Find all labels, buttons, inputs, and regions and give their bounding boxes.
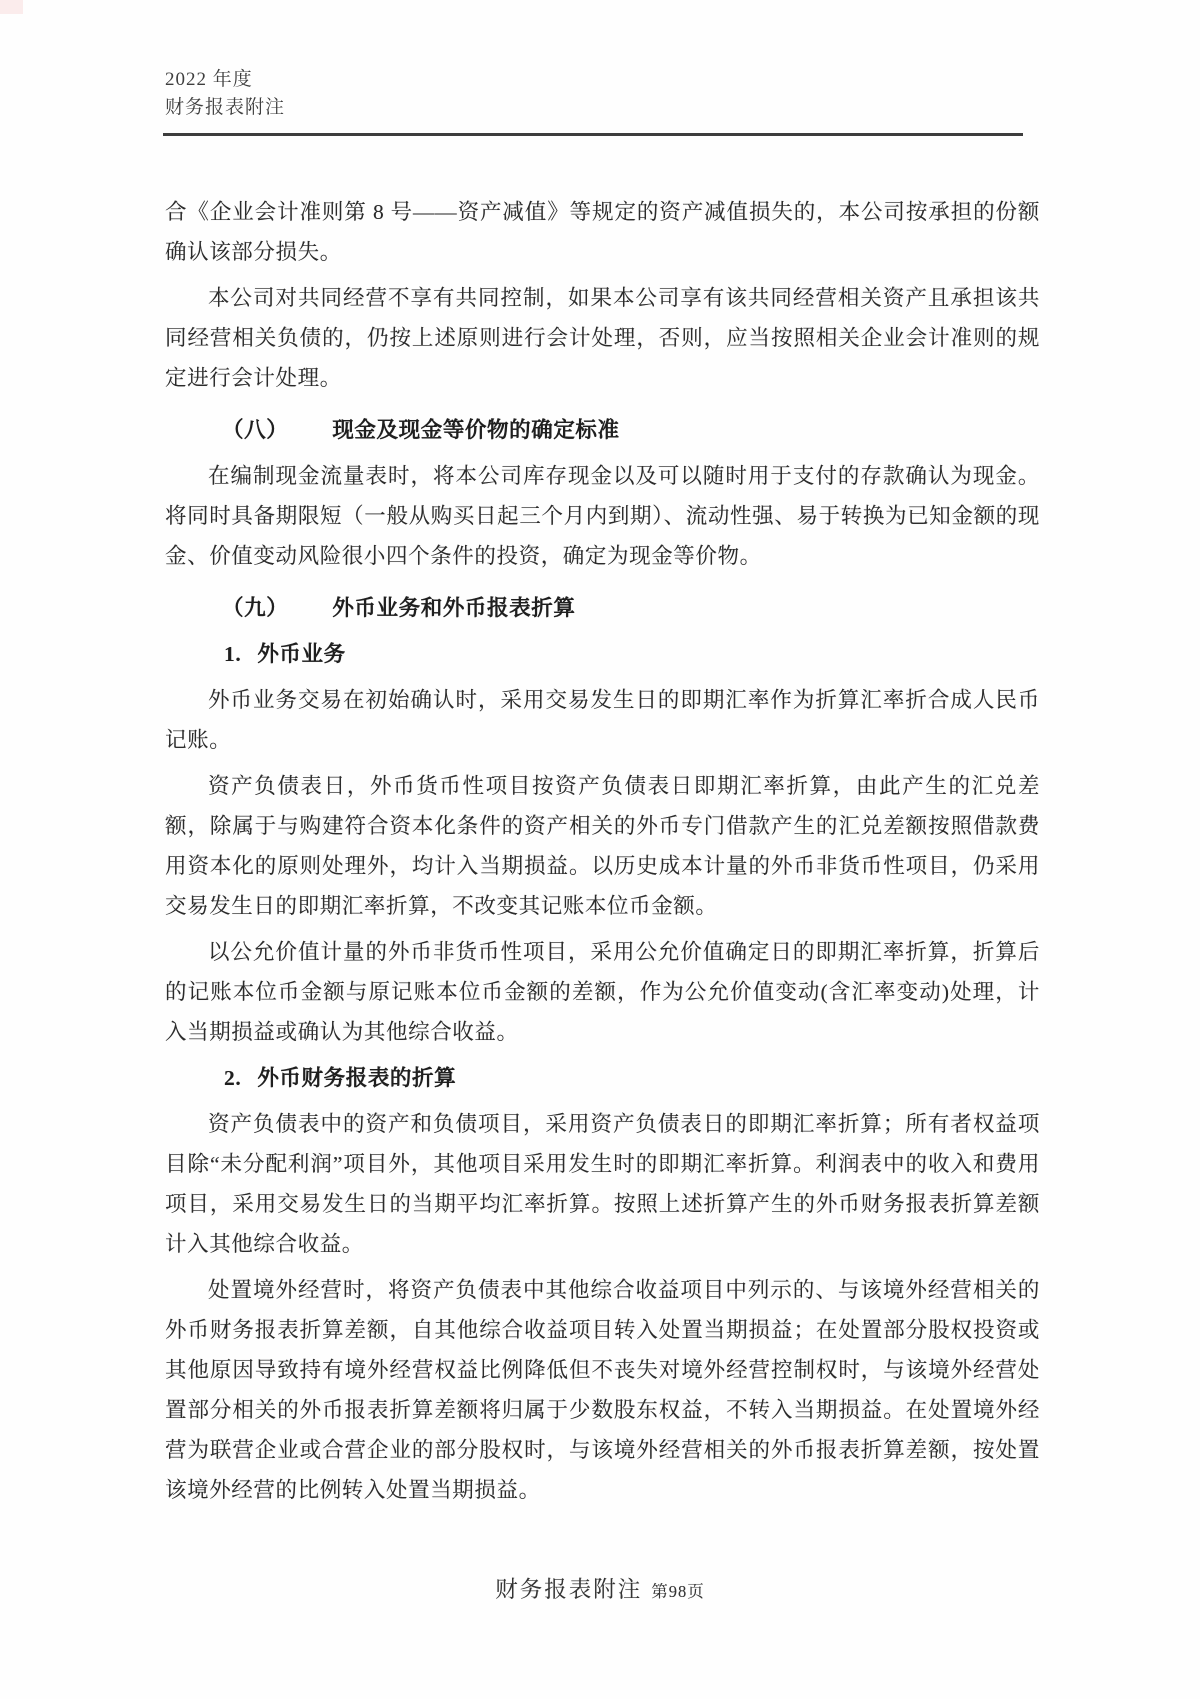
paragraph-fx-initial: 外币业务交易在初始确认时，采用交易发生日的即期汇率作为折算汇率折合成人民币记账。	[165, 688, 1040, 752]
sub-heading-1	[165, 634, 1040, 674]
sub-heading-title: 外币业务	[257, 642, 346, 666]
section-title: 现金及现金等价物的确定标准	[332, 418, 620, 442]
section-number: （九）	[222, 596, 289, 620]
header-report-title: 财务报表附注	[165, 97, 286, 118]
sub-heading-number: 1.	[224, 642, 242, 666]
page-header	[165, 66, 285, 122]
header-rule	[163, 133, 1023, 136]
paragraph-fx-disposal: 处置境外经营时，将资产负债表中其他综合收益项目中列示的、与该境外经营相关的外币财务报表折算差额，自其他综合收益项目转入处置当期损益；在处置部分股权投资或其他原因导致持有境外经营权益比例降低但不丧失对境外经营控制权时，与该境外经营处置部分相关的外币报表折算差额将归属于少数股东权益，不转入当期损益。在处置境外经营为联营企业或合营企业的部分股权时，与该境外经营相关的外币报表折算差额，按处置该境外经营的比例转入处置当期损益。	[165, 1278, 1040, 1502]
sub-heading-number: 2.	[224, 1066, 242, 1090]
paragraph-fx-fair-value: 以公允价值计量的外币非货币性项目，采用公允价值确定日的即期汇率折算，折算后的记账本位币金额与原记账本位币金额的差额，作为公允价值变动(含汇率变动)处理，计入当期损益或确认为其他综合收益。	[165, 940, 1040, 1044]
paragraph-fx-statement-translation: 资产负债表中的资产和负债项目，采用资产负债表日的即期汇率折算；所有者权益项目除“未分配利润”项目外，其他项目采用发生时的即期汇率折算。利润表中的收入和费用项目，采用交易发生日的当期平均汇率折算。按照上述折算产生的外币财务报表折算差额计入其他综合收益。	[165, 1112, 1040, 1256]
paragraph-joint-operation: 本公司对共同经营不享有共同控制，如果本公司享有该共同经营相关资产且承担该共同经营相关负债的，仍按上述原则进行会计处理，否则，应当按照相关企业会计准则的规定进行会计处理。	[165, 286, 1040, 390]
document-body	[165, 192, 1040, 1516]
footer-page-number: 第98页	[651, 1582, 705, 1601]
paragraph-fx-balance-date: 资产负债表日，外币货币性项目按资产负债表日即期汇率折算，由此产生的汇兑差额，除属于与购建符合资本化条件的资产相关的外币专门借款产生的汇兑差额按照借款费用资本化的原则处理外，均计入当期损益。以历史成本计量的外币非货币性项目，仍采用交易发生日的即期汇率折算，不改变其记账本位币金额。	[165, 774, 1040, 918]
footer-title: 财务报表附注	[495, 1577, 643, 1602]
page-footer	[0, 1572, 1200, 1604]
paragraph-continuation: 合《企业会计准则第 8 号——资产减值》等规定的资产减值损失的，本公司按承担的份额确认该部分损失。	[165, 200, 1040, 264]
paragraph-cash-equivalents: 在编制现金流量表时，将本公司库存现金以及可以随时用于支付的存款确认为现金。将同时具备期限短（一般从购买日起三个月内到期）、流动性强、易于转换为已知金额的现金、价值变动风险很小四个条件的投资，确定为现金等价物。	[165, 464, 1040, 568]
sub-heading-2	[165, 1058, 1040, 1098]
section-number: （八）	[222, 418, 289, 442]
scan-artifact	[0, 0, 23, 14]
header-year: 2022 年度	[165, 69, 253, 90]
section-heading-9	[165, 588, 1040, 628]
section-title: 外币业务和外币报表折算	[332, 596, 576, 620]
section-heading-8	[165, 410, 1040, 450]
sub-heading-title: 外币财务报表的折算	[257, 1066, 457, 1090]
